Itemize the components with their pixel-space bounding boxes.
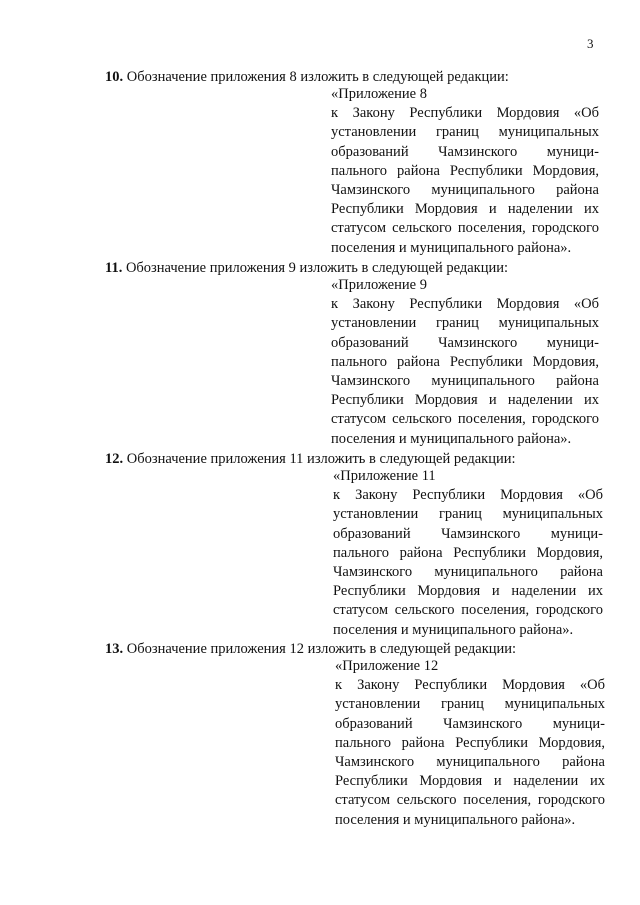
appendix-designation [331,276,599,449]
appendix-designation [331,85,599,258]
item-number: 12. [105,451,124,467]
appendix-text: к Закону Республики Мордовия «Об установлении границ муниципальных образований Чамзинского муници-пального района Республики Мордовия, Чамзинского муниципального района Республики Мордовия и наделении их статусом сельского поселения, городского поселения и муниципального района». [335,677,605,828]
appendix-label: «Приложение 12 [335,658,439,674]
item-number: 10. [105,69,124,85]
appendix-label: «Приложение 8 [331,86,427,102]
appendix-text: к Закону Республики Мордовия «Об установлении границ муниципальных образований Чамзинского муници-пального района Республики Мордовия, Чамзинского муниципального района Республики Мордовия и наделении их статусом сельского поселения, городского поселения и муниципального района». [331,105,599,256]
item-heading-text: Обозначение приложения 8 изложить в следующей редакции: [126,69,509,85]
item-number: 13. [105,641,124,657]
appendix-text: к Закону Республики Мордовия «Об установлении границ муниципальных образований Чамзинского муници-пального района Республики Мордовия, Чамзинского муниципального района Республики Мордовия и наделении их статусом сельского поселения, городского поселения и муниципального района». [333,487,603,638]
item-heading-text: Обозначение приложения 9 изложить в следующей редакции: [125,260,509,276]
item-heading-text: Обозначение приложения 12 изложить в следующей редакции: [126,641,517,657]
item-number: 11. [105,260,123,276]
item-heading-text: Обозначение приложения 11 изложить в следующей редакции: [126,451,516,467]
appendix-label: «Приложение 9 [331,277,427,293]
page-number: 3 [587,36,594,51]
appendix-designation [333,467,603,640]
appendix-text: к Закону Республики Мордовия «Об установлении границ муниципальных образований Чамзинского муници-пального района Республики Мордовия, Чамзинского муниципального района Республики Мордовия и наделении их статусом сельского поселения, городского поселения и муниципального района». [331,296,599,447]
appendix-label: «Приложение 11 [333,468,436,484]
appendix-designation [335,657,605,830]
